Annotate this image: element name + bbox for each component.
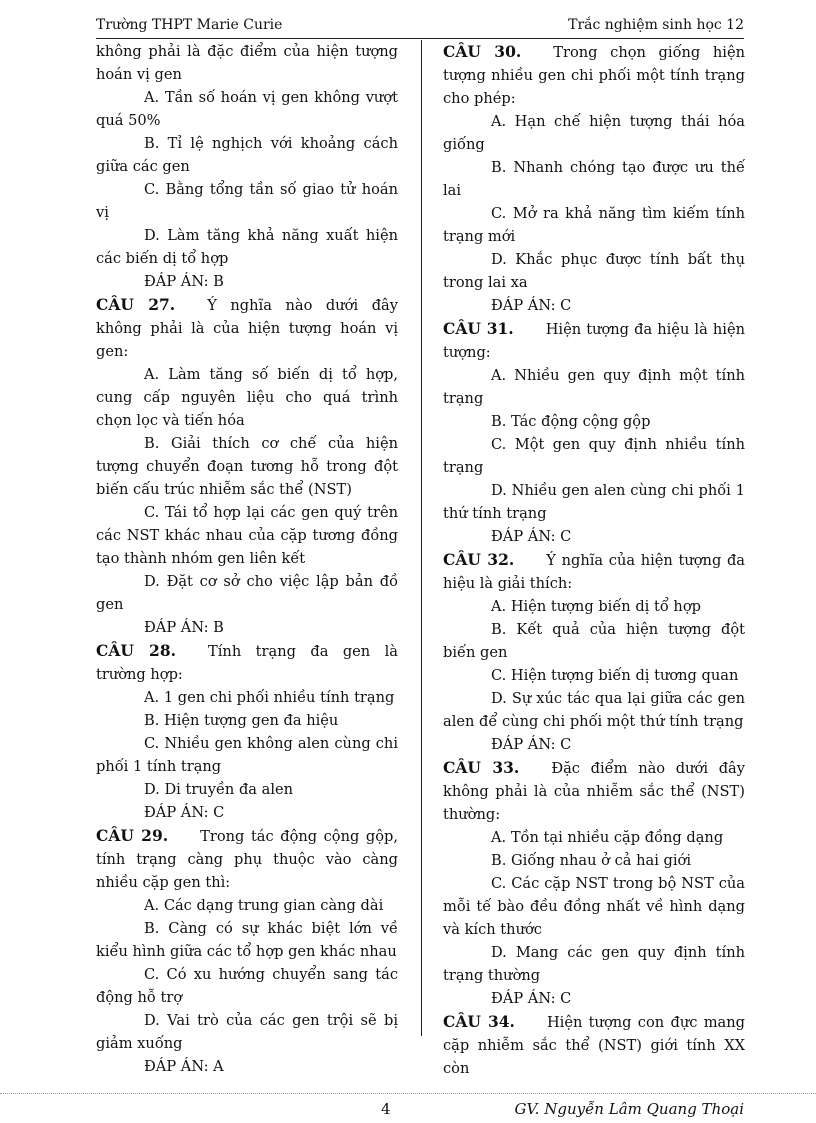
answer-key: ĐÁP ÁN: C xyxy=(144,804,225,821)
option-b: B. Tỉ lệ nghịch với khoảng cách giữa các gen xyxy=(96,135,398,175)
option-a: A. 1 gen chi phối nhiều tính trạng xyxy=(144,689,395,706)
school-name: Trường THPT Marie Curie xyxy=(96,17,283,33)
option-b: B. Càng có sự khác biệt lớn về kiểu hình giữa các tổ hợp gen khác nhau xyxy=(96,920,398,960)
question-label: CÂU 27. xyxy=(96,295,176,314)
column-divider xyxy=(421,40,422,1036)
question-stem: Trong chọn giống hiện tượng nhiều gen chi phối một tính trạng cho phép: xyxy=(443,44,745,107)
left-column xyxy=(96,40,398,1078)
question-stem: Đặc điểm nào dưới đây không phải là của nhiễm sắc thể (NST) thường: xyxy=(443,760,745,823)
answer-key: ĐÁP ÁN: C xyxy=(491,990,572,1007)
option-c: C. Các cặp NST trong bộ NST của mỗi tế bào đều đồng nhất về hình dạng và kích thước xyxy=(443,875,745,938)
question-stem: Ý nghĩa của hiện tượng đa hiệu là giải thích: xyxy=(443,552,745,592)
question-30 xyxy=(443,40,745,317)
question-label: CÂU 33. xyxy=(443,758,520,777)
option-c: C. Nhiều gen không alen cùng chi phối 1 tính trạng xyxy=(96,735,398,775)
question-label: CÂU 29. xyxy=(96,826,169,845)
question-stem: Ý nghĩa nào dưới đây không phải là của hiện tượng hoán vị gen: xyxy=(96,297,398,360)
option-d: D. Đặt cơ sở cho việc lập bản đồ gen xyxy=(96,573,398,613)
question-29 xyxy=(96,824,398,1078)
option-c: C. Mở ra khả năng tìm kiếm tính trạng mới xyxy=(443,205,745,245)
question-label: CÂU 32. xyxy=(443,550,515,569)
option-d: D. Khắc phục được tính bất thụ trong lai xa xyxy=(443,251,745,291)
question-stem: Trong tác động cộng gộp, tính trạng càng phụ thuộc vào càng nhiều cặp gen thì: xyxy=(96,828,398,891)
answer-key: ĐÁP ÁN: B xyxy=(144,619,224,636)
answer-key: ĐÁP ÁN: B xyxy=(144,273,224,290)
option-a: A. Tần số hoán vị gen không vượt quá 50% xyxy=(96,89,398,129)
option-b: B. Nhanh chóng tạo được ưu thế lai xyxy=(443,159,745,199)
question-label: CÂU 30. xyxy=(443,42,522,61)
option-b: B. Giải thích cơ chế của hiện tượng chuyển đoạn tương hỗ trong đột biến cấu trúc nhiễm sắc thể (NST) xyxy=(96,435,398,498)
option-a: A. Các dạng trung gian càng dài xyxy=(144,897,384,914)
option-a: A. Hạn chế hiện tượng thái hóa giống xyxy=(443,113,745,153)
page-number: 4 xyxy=(381,1100,391,1118)
question-26-continuation xyxy=(96,40,398,293)
question-label: CÂU 28. xyxy=(96,641,177,660)
teacher-name: GV. Nguyễn Lâm Quang Thoại xyxy=(514,1100,744,1118)
option-d: D. Sự xúc tác qua lại giữa các gen alen để cùng chi phối một thứ tính trạng xyxy=(443,690,745,730)
option-a: A. Làm tăng số biến dị tổ hợp, cung cấp nguyên liệu cho quá trình chọn lọc và tiến hóa xyxy=(96,366,398,429)
option-b: B. Hiện tượng gen đa hiệu xyxy=(144,712,339,729)
option-a: A. Nhiều gen quy định một tính trạng xyxy=(443,367,745,407)
option-a: A. Hiện tượng biến dị tổ hợp xyxy=(491,598,701,615)
question-33 xyxy=(443,756,745,1010)
question-32 xyxy=(443,548,745,756)
right-column xyxy=(443,40,745,1080)
answer-key: ĐÁP ÁN: A xyxy=(144,1058,224,1075)
option-a: A. Tồn tại nhiều cặp đồng dạng xyxy=(491,829,724,846)
option-d: D. Nhiều gen alen cùng chi phối 1 thứ tính trạng xyxy=(443,482,745,522)
document-title: Trắc nghiệm sinh học 12 xyxy=(568,17,744,33)
question-stem: Hiện tượng con đực mang cặp nhiễm sắc thể (NST) giới tính XX còn xyxy=(443,1014,745,1077)
footer-rule xyxy=(0,1093,816,1094)
option-b: B. Kết quả của hiện tượng đột biến gen xyxy=(443,621,745,661)
option-c: C. Có xu hướng chuyển sang tác động hỗ trợ xyxy=(96,966,398,1006)
option-c: C. Tái tổ hợp lại các gen quý trên các NST khác nhau của cặp tương đồng tạo thành nhóm gen liên kết xyxy=(96,504,398,567)
option-d: D. Vai trò của các gen trội sẽ bị giảm xuống xyxy=(96,1012,398,1052)
option-d: D. Mang các gen quy định tính trạng thường xyxy=(443,944,745,984)
answer-key: ĐÁP ÁN: C xyxy=(491,528,572,545)
option-c: C. Hiện tượng biến dị tương quan xyxy=(491,667,739,684)
header-rule xyxy=(96,38,744,39)
page-header xyxy=(96,14,744,36)
question-stem: không phải là đặc điểm của hiện tượng hoán vị gen xyxy=(96,43,398,83)
question-27 xyxy=(96,293,398,639)
question-stem: Hiện tượng đa hiệu là hiện tượng: xyxy=(443,321,745,361)
question-34 xyxy=(443,1010,745,1080)
answer-key: ĐÁP ÁN: C xyxy=(491,736,572,753)
option-b: B. Tác động cộng gộp xyxy=(491,413,651,430)
question-stem: Tính trạng đa gen là trường hợp: xyxy=(96,643,398,683)
option-c: C. Bằng tổng tần số giao tử hoán vị xyxy=(96,181,398,221)
question-label: CÂU 31. xyxy=(443,319,514,338)
option-b: B. Giống nhau ở cả hai giới xyxy=(491,852,691,869)
option-d: D. Làm tăng khả năng xuất hiện các biến dị tổ hợp xyxy=(96,227,398,267)
option-c: C. Một gen quy định nhiều tính trạng xyxy=(443,436,745,476)
question-31 xyxy=(443,317,745,548)
option-d: D. Di truyền đa alen xyxy=(144,781,294,798)
question-28 xyxy=(96,639,398,824)
question-label: CÂU 34. xyxy=(443,1012,515,1031)
answer-key: ĐÁP ÁN: C xyxy=(491,297,572,314)
